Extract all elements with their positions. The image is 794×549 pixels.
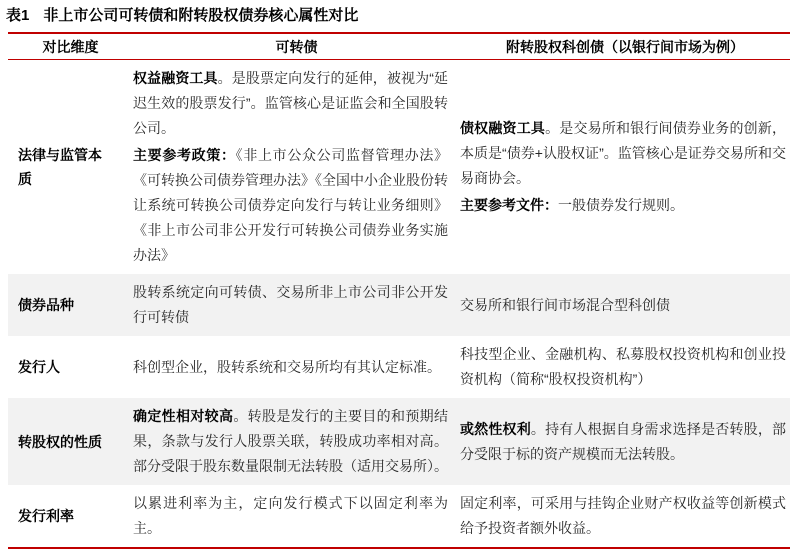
table-header-row bbox=[8, 34, 790, 59]
cell-paragraph: 科创型企业，股转系统和交易所均有其认定标准。 bbox=[133, 358, 441, 375]
cell-convertible-bond bbox=[133, 274, 460, 336]
table-row bbox=[8, 336, 790, 398]
cell-bold-term: 或然性权利 bbox=[460, 420, 531, 437]
cell-paragraph: 主要参考政策：《非上市公众公司监督管理办法》《可转换公司债券管理办法》《全国中小企业股份转让系统可转换公司债券定向发行与转让业务细则》《非上市公司非公开发行可转换公司债券业务实施办法》 bbox=[133, 147, 449, 263]
cell-paragraph: 交易所和银行间市场混合型科创债 bbox=[460, 296, 670, 313]
cell-paragraph: 或然性权利。持有人根据自身需求选择是否转股，部分受限于标的资产规模而无法转股。 bbox=[460, 420, 787, 462]
table-body bbox=[8, 60, 790, 547]
cell-bold-term: 主要参考文件： bbox=[460, 197, 558, 213]
cell-paragraph: 固定利率，可采用与挂钩企业财产权收益等创新模式给予投资者额外收益。 bbox=[460, 495, 786, 536]
cell-convertible-bond bbox=[133, 60, 460, 274]
header-dimension: 对比维度 bbox=[42, 38, 99, 55]
header-warrant-scitech-bond: 附转股权科创债（以银行间市场为例） bbox=[506, 38, 744, 55]
row-dimension-label: 债券品种 bbox=[18, 297, 74, 313]
cell-convertible-bond bbox=[133, 398, 460, 485]
cell-convertible-bond bbox=[133, 485, 460, 547]
cell-bold-term: 确定性相对较高 bbox=[133, 408, 234, 424]
cell-warrant-scitech-bond bbox=[460, 110, 790, 224]
table-row bbox=[8, 60, 790, 274]
cell-warrant-scitech-bond bbox=[460, 287, 790, 324]
cell-paragraph: 债权融资工具。是交易所和银行间债券业务的创新，本质是“债券+认股权证”。监管核心是证券交易所和交易商协会。 bbox=[460, 120, 787, 186]
cell-bold-term: 主要参考政策： bbox=[133, 147, 236, 163]
header-convertible-bond: 可转债 bbox=[275, 38, 318, 55]
table-number: 表1 bbox=[6, 7, 30, 24]
cell-bold-term: 债权融资工具 bbox=[460, 120, 546, 136]
table-row bbox=[8, 398, 790, 485]
cell-warrant-scitech-bond bbox=[460, 485, 790, 547]
row-dimension-label: 发行利率 bbox=[18, 508, 74, 524]
cell-paragraph: 权益融资工具。是股票定向发行的延伸，被视为“延迟生效的股票发行”。监管核心是证监会和全国股转公司。 bbox=[133, 70, 448, 136]
cell-paragraph: 以累进利率为主，定向发行模式下以固定利率为主。 bbox=[133, 495, 448, 536]
row-dimension-label: 发行人 bbox=[18, 359, 60, 375]
cell-paragraph: 主要参考文件：一般债券发行规则。 bbox=[460, 197, 684, 213]
row-dimension-label: 法律与监管本质 bbox=[18, 147, 102, 187]
table-title bbox=[6, 5, 790, 27]
cell-warrant-scitech-bond bbox=[460, 336, 790, 398]
cell-paragraph: 股转系统定向可转债、交易所非上市公司非公开发行可转债 bbox=[133, 284, 448, 325]
cell-bold-term: 权益融资工具 bbox=[133, 70, 218, 86]
table-row bbox=[8, 485, 790, 547]
cell-paragraph: 科技型企业、金融机构、私募股权投资机构和创业投资机构（简称“股权投资机构”） bbox=[460, 346, 786, 387]
table-title-text: 非上市公司可转债和附转股权债券核心属性对比 bbox=[43, 7, 359, 24]
row-dimension-label: 转股权的性质 bbox=[18, 433, 102, 450]
table-row bbox=[8, 274, 790, 336]
comparison-table bbox=[8, 32, 790, 549]
cell-paragraph: 确定性相对较高。转股是发行的主要目的和预期结果，条款与发行人股票关联，转股成功率相对高。部分受限于股东数量限制无法转股（适用交易所）。 bbox=[133, 408, 449, 474]
cell-warrant-scitech-bond bbox=[460, 411, 790, 473]
cell-convertible-bond bbox=[133, 349, 460, 386]
